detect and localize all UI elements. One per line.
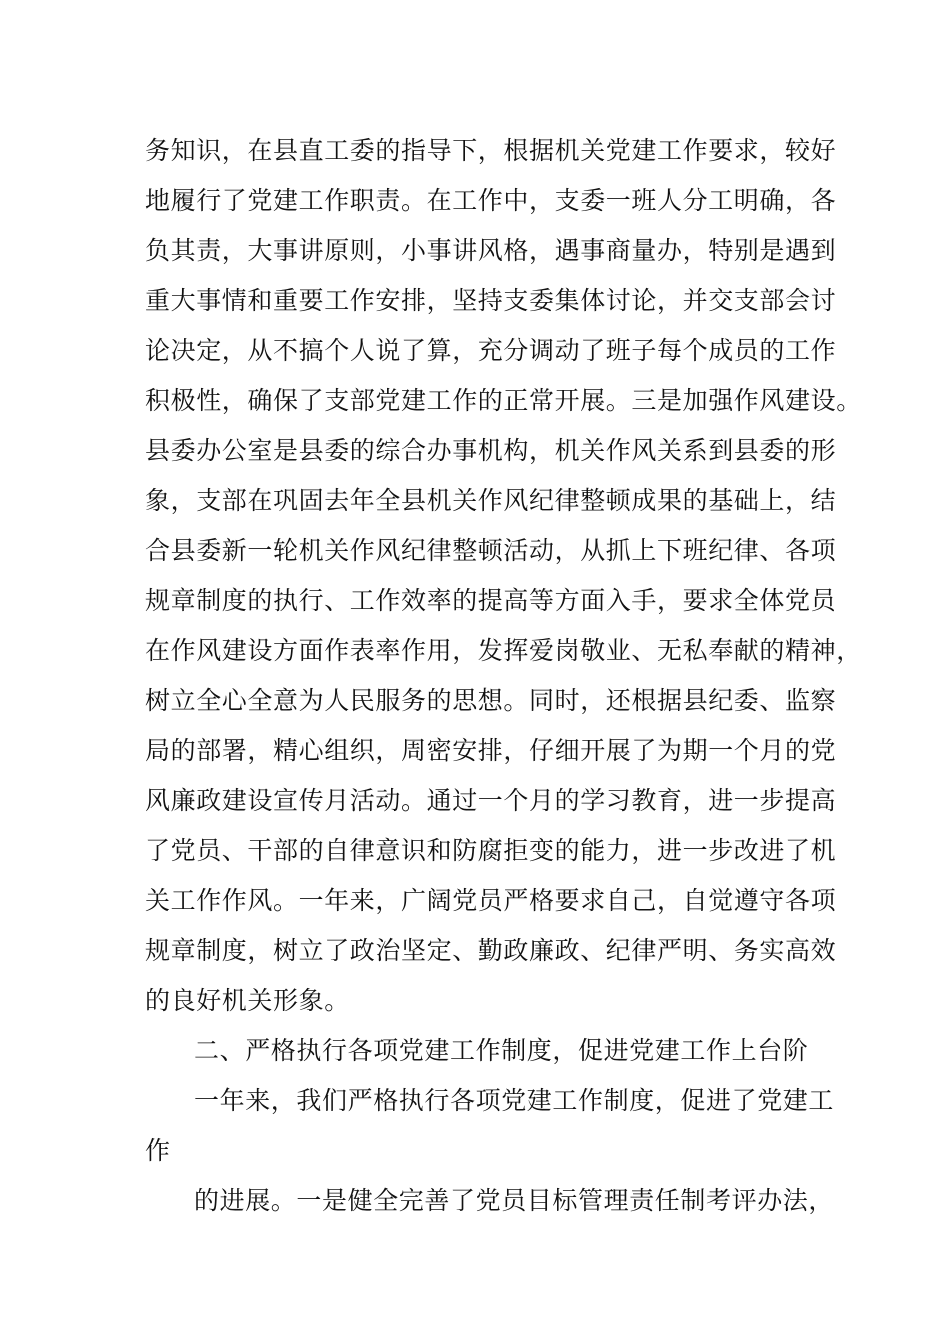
text-line-14: 风廉政建设宣传月活动。通过一个月的学习教育，进一步提高	[145, 786, 837, 815]
section-heading: 二、严格执行各项党建工作制度，促进党建工作上台阶	[194, 1036, 809, 1065]
text-line-8: 象，支部在巩固去年全县机关作风纪律整顿成果的基础上，结	[145, 486, 837, 515]
text-line-17: 规章制度，树立了政治坚定、勤政廉政、纪律严明、务实高效	[145, 936, 837, 965]
text-line-13: 局的部署，精心组织，周密安排，仔细开展了为期一个月的党	[145, 736, 837, 765]
text-line-22: 的进展。一是健全完善了党员目标管理责任制考评办法，	[194, 1186, 835, 1215]
text-line-7: 县委办公室是县委的综合办事机构，机关作风关系到县委的形	[145, 436, 837, 465]
text-line-2: 地履行了党建工作职责。在工作中，支委一班人分工明确，各	[145, 186, 837, 215]
text-line-20: 一年来，我们严格执行各项党建工作制度，促进了党建工	[194, 1086, 835, 1115]
text-line-18: 的良好机关形象。	[145, 986, 350, 1015]
text-line-1: 务知识，在县直工委的指导下，根据机关党建工作要求，较好	[145, 136, 837, 165]
text-line-15: 了党员、干部的自律意识和防腐拒变的能力，进一步改进了机	[145, 836, 837, 865]
text-line-10: 规章制度的执行、工作效率的提高等方面入手，要求全体党员	[145, 586, 837, 615]
text-line-16: 关工作作风。一年来，广阔党员严格要求自己，自觉遵守各项	[145, 886, 837, 915]
text-line-6: 积极性，确保了支部党建工作的正常开展。三是加强作风建设。	[145, 386, 862, 415]
text-line-12: 树立全心全意为人民服务的思想。同时，还根据县纪委、监察	[145, 686, 837, 715]
text-line-21: 作	[145, 1136, 171, 1165]
text-line-3: 负其责，大事讲原则，小事讲风格，遇事商量办，特别是遇到	[145, 236, 837, 265]
text-line-4: 重大事情和重要工作安排，坚持支委集体讨论，并交支部会讨	[145, 286, 837, 315]
text-line-11: 在作风建设方面作表率作用，发挥爱岗敬业、无私奉献的精神，	[145, 636, 862, 665]
text-line-9: 合县委新一轮机关作风纪律整顿活动，从抓上下班纪律、各项	[145, 536, 837, 565]
text-line-5: 论决定，从不搞个人说了算，充分调动了班子每个成员的工作	[145, 336, 837, 365]
